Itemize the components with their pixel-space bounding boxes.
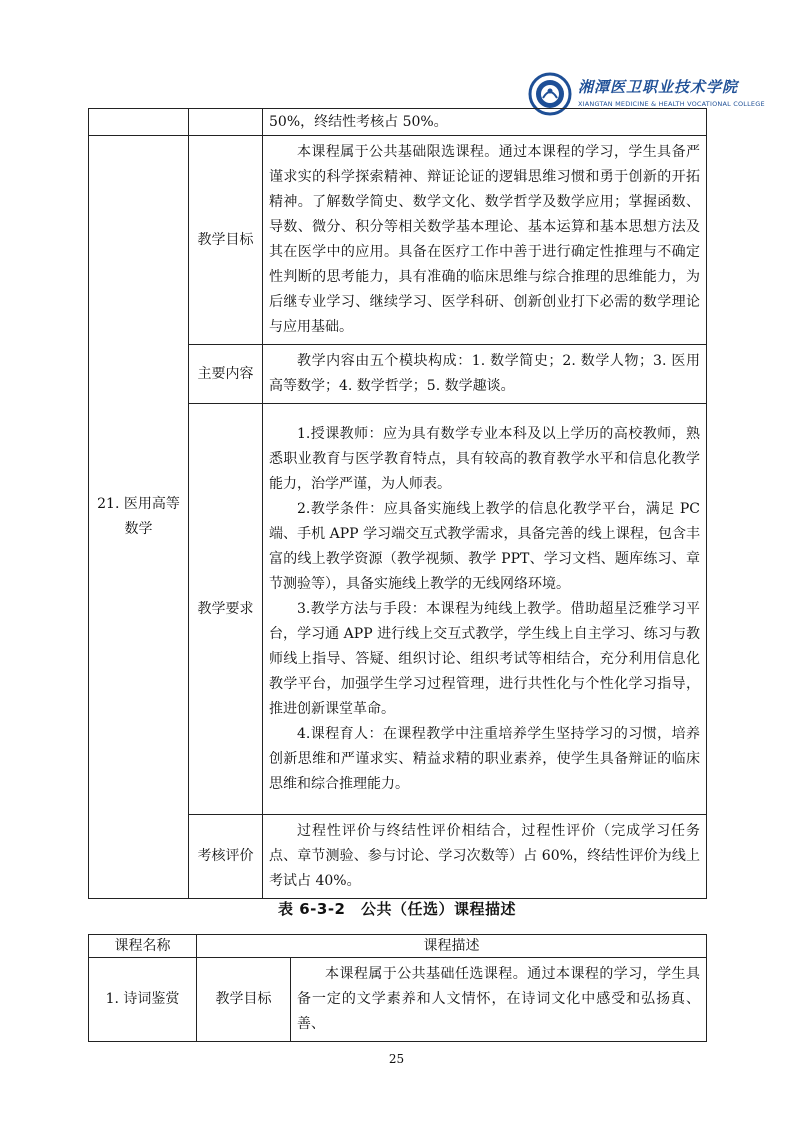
continued-text: 50%，终结性考核占 50%。 [269,113,448,130]
page-number: 25 [388,1052,405,1066]
table-row [89,136,707,345]
school-name-cn: 湘潭医卫职业技术学院 [578,78,739,96]
assessment-paragraph: 过程性评价与终结性评价相结合，过程性评价（完成学习任务点、章节测验、参与讨论、学习次数等）占 60%，终结性评价为线上考试占 40%。 [269,823,700,889]
school-name-en: XIANGTAN MEDICINE & HEALTH VOCATIONAL COLLEGE [578,100,765,108]
requirement-teacher: 1.授课教师：应为具有数学专业本科及以上学历的高校教师，熟悉职业教育与医学教育特点，具有较高的教育教学水平和信息化教学能力，治学严谨，为人师表。 [269,425,700,492]
elective-course-table [88,934,707,1042]
content-paragraph: 教学内容由五个模块构成：1. 数学简史；2. 数学人物；3. 医用高等数学；4. 数学哲学；5. 数学趣谈。 [269,353,700,394]
course-name-cell [89,136,189,899]
requirement-education: 4.课程育人：在课程教学中注重培养学生坚持学习的习惯，培养创新思维和严谨求实、精益求精的职业素养，使学生具备辩证的临床思维和综合推理能力。 [269,725,700,792]
course-name: 21. 医用高等数学 [97,496,180,537]
header-course-description: 课程描述 [197,935,707,958]
objectives-paragraph: 本课程属于公共基础任选课程。通过本课程的学习，学生具备一定的文学素养和人文情怀，在诗词文化中感受和弘扬真、善、 [297,966,700,1032]
objectives-content [291,958,707,1042]
table-caption: 表 6-3-2 公共（任选）课程描述 [278,900,516,918]
header-course-name: 课程名称 [89,935,197,958]
row-label-requirements: 教学要求 [189,404,263,815]
objectives-paragraph: 本课程属于公共基础限选课程。通过本课程的学习，学生具备严谨求实的科学探索精神、辩证论证的逻辑思维习惯和勇于创新的开拓精神。了解数学简史、数学文化、数学哲学及数学应用；掌握函数、导数、微分、积分等相关数学基本理论、基本运算和基本思想方法及其在医学中的应用。具备在医疗工作中善于进行确定性推理与不确定性判断的思考能力，具有准确的临床思维与综合推理的思维能力，为后继专业学习、继续学习、医学科研、创新创业打下必需的数学理论与应用基础。 [269,144,700,335]
continued-text-cell [263,109,707,136]
requirement-conditions: 2.教学条件：应具备实施线上教学的信息化教学平台，满足 PC 端、手机 APP 学习端交互式教学需求，具备完善的线上课程，包含丰富的线上教学资源（教学视频、教学 PPT、学习文档、题库练习、章节测验等），具备实施线上教学的无线网络环境。 [269,500,700,592]
table-row [89,109,707,136]
table-row [89,958,707,1042]
row-label-objectives: 教学目标 [197,958,291,1042]
row-label-assessment: 考核评价 [189,815,263,899]
empty-cell [189,109,263,136]
row-label-objectives: 教学目标 [189,136,263,345]
course-table-continued [88,108,707,899]
main-content [263,345,707,404]
requirements-content [263,404,707,815]
requirement-methods: 3.教学方法与手段：本课程为纯线上教学。借助超星泛雅学习平台，学习通 APP 进行线上交互式教学，学生线上自主学习、练习与教师线上指导、答疑、组织讨论、组织考试等相结合，充分利用信息化教学平台，加强学生学习过程管理，进行共性化与个性化学习指导，推进创新课堂革命。 [269,600,700,717]
course-name-cell: 1. 诗词鉴赏 [89,958,197,1042]
assessment-content [263,815,707,899]
table-header-row [89,935,707,958]
objectives-content [263,136,707,345]
row-label-content: 主要内容 [189,345,263,404]
empty-cell [89,109,189,136]
